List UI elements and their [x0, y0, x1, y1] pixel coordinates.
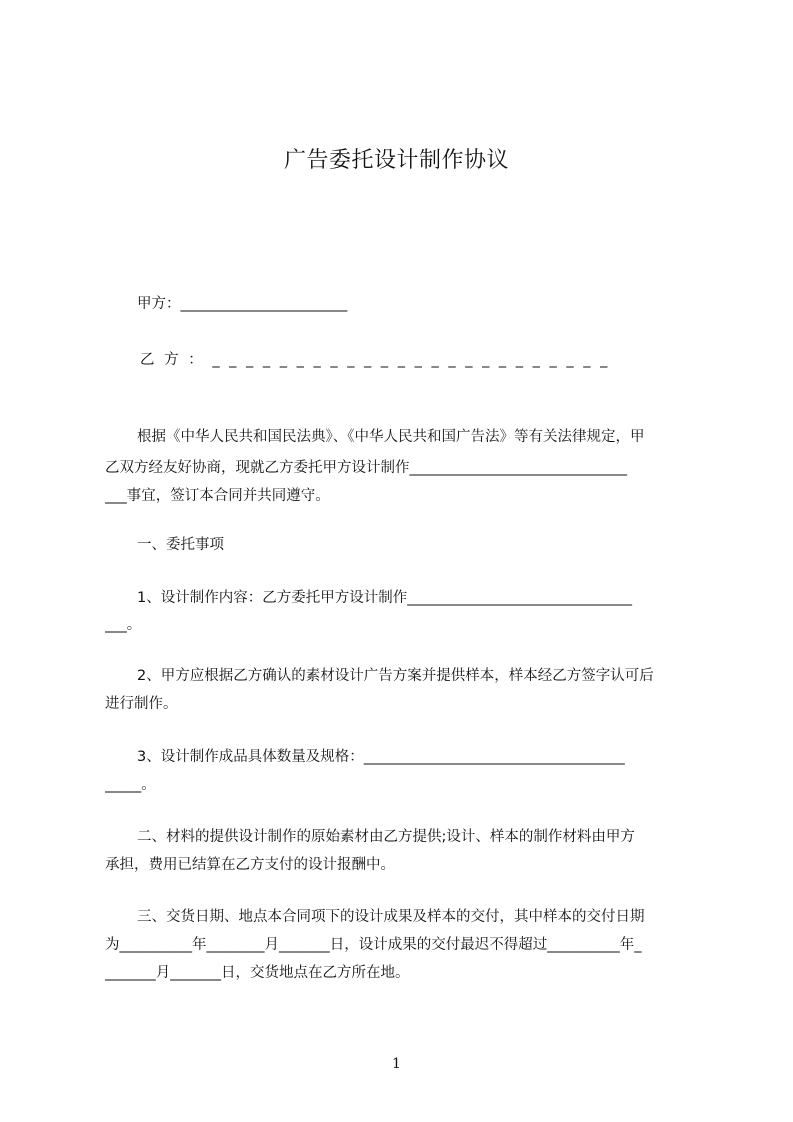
section-2-line-2: 承担，费用已结算在乙方支付的设计报酬中。 — [105, 857, 395, 873]
section-3-line-3: _______月_______日，交货地点在乙方所在地。 — [105, 965, 410, 981]
section-heading-entrusted-matters: 一、委托事项 — [137, 537, 224, 553]
clause-3-line-2: _____。 — [105, 777, 156, 793]
intro-paragraph-line-3: ___事宜，签订本合同并共同遵守。 — [105, 488, 330, 504]
intro-paragraph-line-2: 乙双方经友好协商，现就乙方委托甲方设计制作______________________________ — [105, 460, 627, 476]
clause-1-line-2: ___。 — [105, 617, 142, 633]
clause-2-line-2: 进行制作。 — [105, 696, 178, 712]
page-title: 广告委托设计制作协议 — [283, 148, 509, 173]
party-b-line: 乙 方 ： _ _ _ _ _ _ _ _ _ _ _ _ _ _ _ _ _ _ _ _ _ _ _ _ — [140, 352, 608, 368]
clause-3-line-1: 3、设计制作成品具体数量及规格：____________________________________ — [137, 749, 625, 765]
section-2-line-1: 二、材料的提供设计制作的原始素材由乙方提供;设计、样本的制作材料由甲方 — [137, 829, 635, 845]
intro-paragraph-line-1: 根据《中华人民共和国民法典》、《中华人民共和国广告法》等有关法律规定，甲 — [137, 429, 645, 445]
page-number: 1 — [392, 1056, 401, 1072]
section-3-line-1: 三、交货日期、地点本合同项下的设计成果及样本的交付，其中样本的交付日期 — [137, 909, 645, 925]
clause-2-line-1: 2、甲方应根据乙方确认的素材设计广告方案并提供样本，样本经乙方签字认可后 — [137, 668, 654, 684]
section-3-line-2: 为__________年________月_______日，设计成果的交付最迟不得超过__________年_ — [105, 937, 642, 953]
clause-1-line-1: 1、设计制作内容：乙方委托甲方设计制作_______________________________ — [137, 590, 632, 606]
party-a-line: 甲方：_______________________ — [137, 296, 348, 312]
